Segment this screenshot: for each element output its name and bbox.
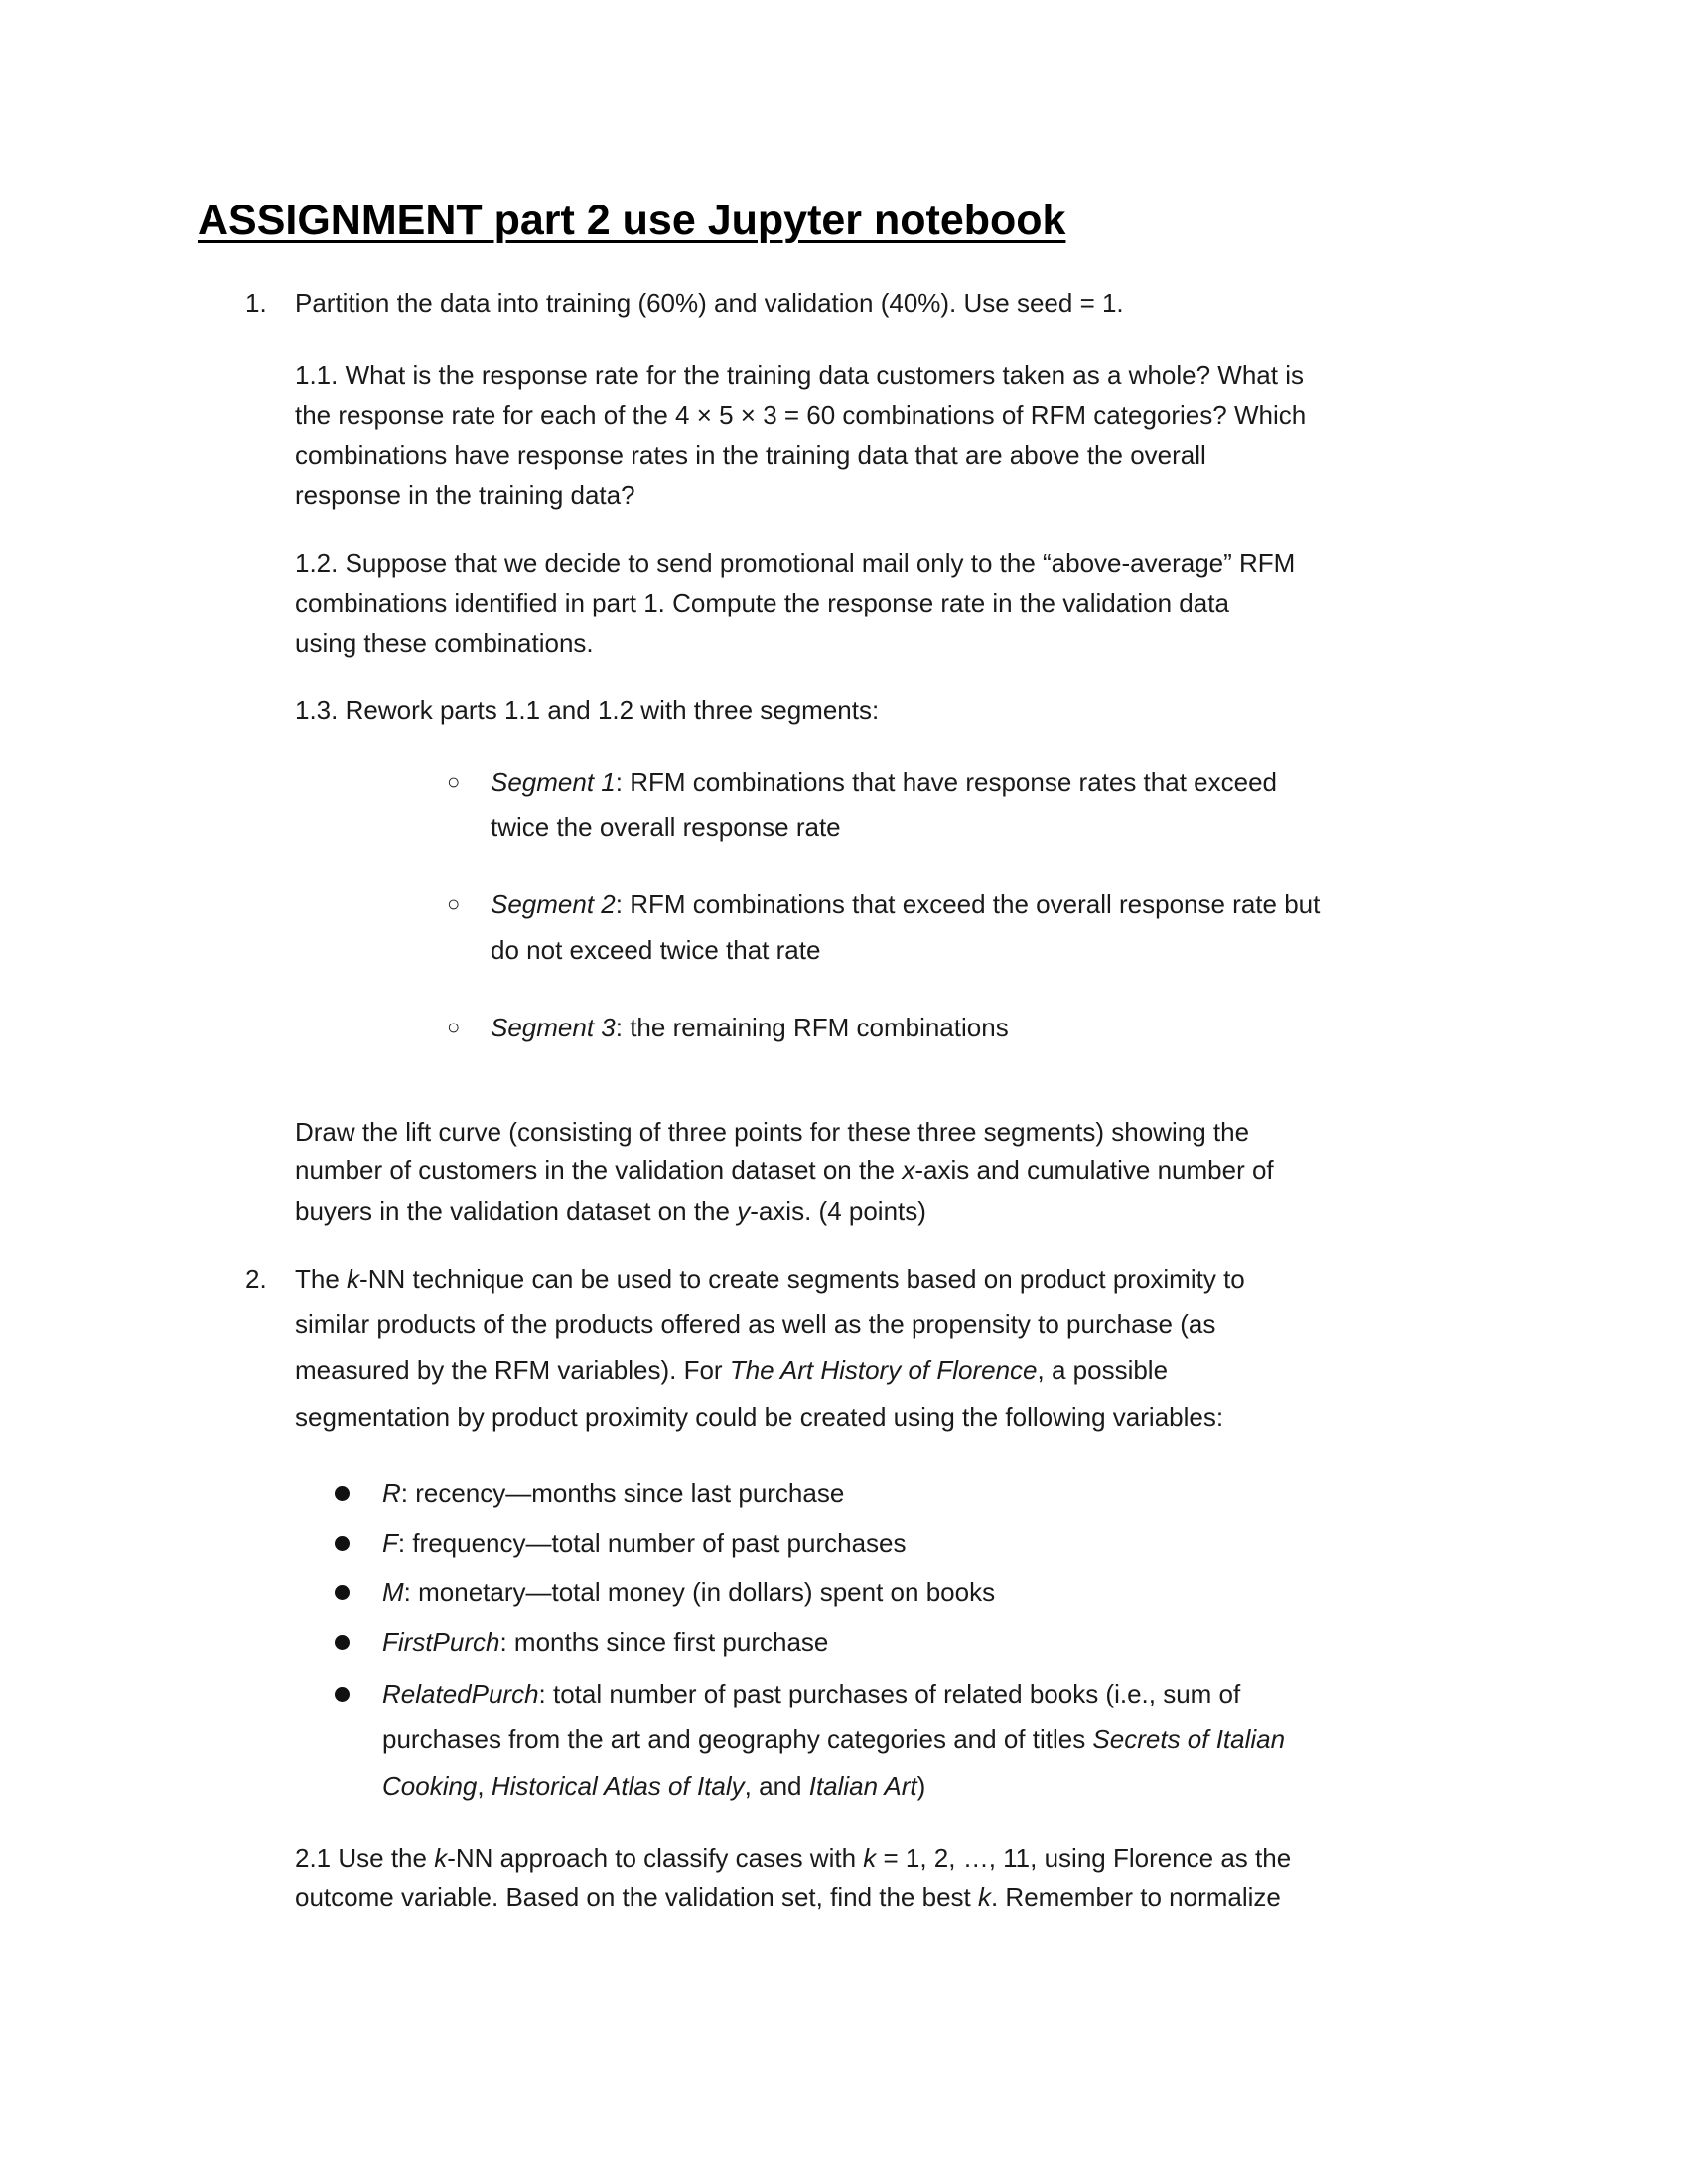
- text-run: number of customers in the validation dataset on the: [295, 1156, 903, 1185]
- text-run: buyers in the validation dataset on the: [295, 1196, 738, 1226]
- variable-item: [382, 1626, 828, 1658]
- variable-item: [382, 1576, 995, 1608]
- italic-run: Historical Atlas of Italy: [491, 1771, 745, 1801]
- text-run: 2.1 Use the: [295, 1843, 435, 1873]
- text-run: = 1, 2, …, 11, using Florence as the: [876, 1843, 1292, 1873]
- lift-instruction-line: Draw the lift curve (consisting of three points for these three segments) showing the: [295, 1117, 1250, 1147]
- lift-instruction-line: [295, 1195, 926, 1227]
- part-1-1-line: combinations have response rates in the training data that are above the overall: [295, 440, 1206, 470]
- bullet-icon: [335, 1536, 350, 1551]
- variable-desc: : recency—months since last purchase: [400, 1478, 845, 1508]
- question-number: 1.: [245, 288, 267, 318]
- text-run: -axis and cumulative number of: [914, 1156, 1274, 1185]
- question-number: 2.: [245, 1264, 267, 1294]
- italic-run: Secrets of Italian: [1092, 1724, 1286, 1754]
- variable-name: R: [382, 1478, 401, 1508]
- text-run: purchases from the art and geography categories and of titles: [382, 1724, 1093, 1754]
- part-1-2-line: 1.2. Suppose that we decide to send promotional mail only to the “above-average” RFM: [295, 548, 1296, 578]
- part-2-1-line: [295, 1843, 1291, 1874]
- segment-desc: twice the overall response rate: [491, 812, 841, 842]
- text-run: outcome variable. Based on the validation set, find the best: [295, 1882, 978, 1912]
- text-run: . Remember to normalize: [990, 1882, 1281, 1912]
- part-1-1-line: 1.1. What is the response rate for the training data customers taken as a whole? What is: [295, 360, 1304, 390]
- question-2-line: [295, 1354, 1168, 1386]
- question-1-text: Partition the data into training (60%) and validation (40%). Use seed = 1.: [295, 288, 1124, 318]
- italic-run: x: [902, 1156, 915, 1185]
- part-1-1-line: the response rate for each of the 4 × 5 × 3 = 60 combinations of RFM categories? Which: [295, 400, 1307, 430]
- segment-label: Segment 3: [491, 1013, 616, 1042]
- segment-desc: : RFM combinations that exceed the overall response rate but: [615, 889, 1321, 919]
- variable-item: [382, 1527, 907, 1559]
- bullet-icon: [335, 1585, 350, 1600]
- text-run: -axis. (4 points): [750, 1196, 926, 1226]
- italic-run: Italian Art: [808, 1771, 917, 1801]
- segment-desc: : RFM combinations that have response rates that exceed: [615, 767, 1277, 797]
- variable-name: FirstPurch: [382, 1627, 500, 1657]
- text-run: The: [295, 1264, 348, 1294]
- part-1-1-line: response in the training data?: [295, 480, 635, 510]
- lift-instruction-line: [295, 1155, 1274, 1186]
- bullet-icon: [335, 1687, 350, 1702]
- part-2-1-line: [295, 1881, 1281, 1913]
- question-2-line: segmentation by product proximity could be created using the following variables:: [295, 1402, 1224, 1432]
- italic-run: y: [737, 1196, 751, 1226]
- page-title: ASSIGNMENT part 2 use Jupyter notebook: [198, 197, 1066, 244]
- segment-3-item: [491, 1012, 1009, 1043]
- variable-desc-line: [382, 1723, 1285, 1755]
- text-run: ,: [477, 1771, 492, 1801]
- variable-desc: : months since first purchase: [499, 1627, 829, 1657]
- text-run: measured by the RFM variables). For: [295, 1355, 730, 1385]
- italic-run: k: [977, 1882, 991, 1912]
- variable-desc: : monetary—total money (in dollars) spent on books: [403, 1577, 996, 1607]
- variable-name: RelatedPurch: [382, 1679, 539, 1708]
- variable-desc-line: [382, 1770, 925, 1802]
- variable-desc: : total number of past purchases of related books (i.e., sum of: [538, 1679, 1241, 1708]
- italic-run: The Art History of Florence: [729, 1355, 1038, 1385]
- part-1-3-text: 1.3. Rework parts 1.1 and 1.2 with three segments:: [295, 695, 880, 725]
- italic-run: Cooking: [382, 1771, 478, 1801]
- circle-bullet-icon: ○: [447, 769, 461, 794]
- variable-desc: : frequency—total number of past purchases: [397, 1528, 907, 1558]
- segment-desc: : the remaining RFM combinations: [615, 1013, 1009, 1042]
- bullet-icon: [335, 1635, 350, 1650]
- variable-name: F: [382, 1528, 398, 1558]
- italic-run: k: [863, 1843, 877, 1873]
- segment-label: Segment 1: [491, 767, 616, 797]
- part-1-2-line: using these combinations.: [295, 628, 594, 658]
- bullet-icon: [335, 1486, 350, 1501]
- italic-run: k: [347, 1264, 360, 1294]
- question-2-line: [295, 1263, 1245, 1295]
- italic-run: k: [434, 1843, 448, 1873]
- segment-1-item: [491, 766, 1277, 798]
- text-run: -NN approach to classify cases with: [447, 1843, 864, 1873]
- text-run: -NN technique can be used to create segments based on product proximity to: [359, 1264, 1245, 1294]
- part-1-2-line: combinations identified in part 1. Compute the response rate in the validation data: [295, 588, 1229, 617]
- variable-item: [382, 1477, 844, 1509]
- text-run: , and: [744, 1771, 809, 1801]
- text-run: ): [916, 1771, 926, 1801]
- circle-bullet-icon: ○: [447, 891, 461, 916]
- question-2-line: similar products of the products offered as well as the propensity to purchase (as: [295, 1309, 1216, 1339]
- segment-label: Segment 2: [491, 889, 616, 919]
- segment-desc: do not exceed twice that rate: [491, 935, 821, 965]
- variable-name: M: [382, 1577, 404, 1607]
- text-run: , a possible: [1037, 1355, 1169, 1385]
- variable-item: [382, 1678, 1240, 1709]
- circle-bullet-icon: ○: [447, 1015, 461, 1039]
- segment-2-item: [491, 888, 1320, 920]
